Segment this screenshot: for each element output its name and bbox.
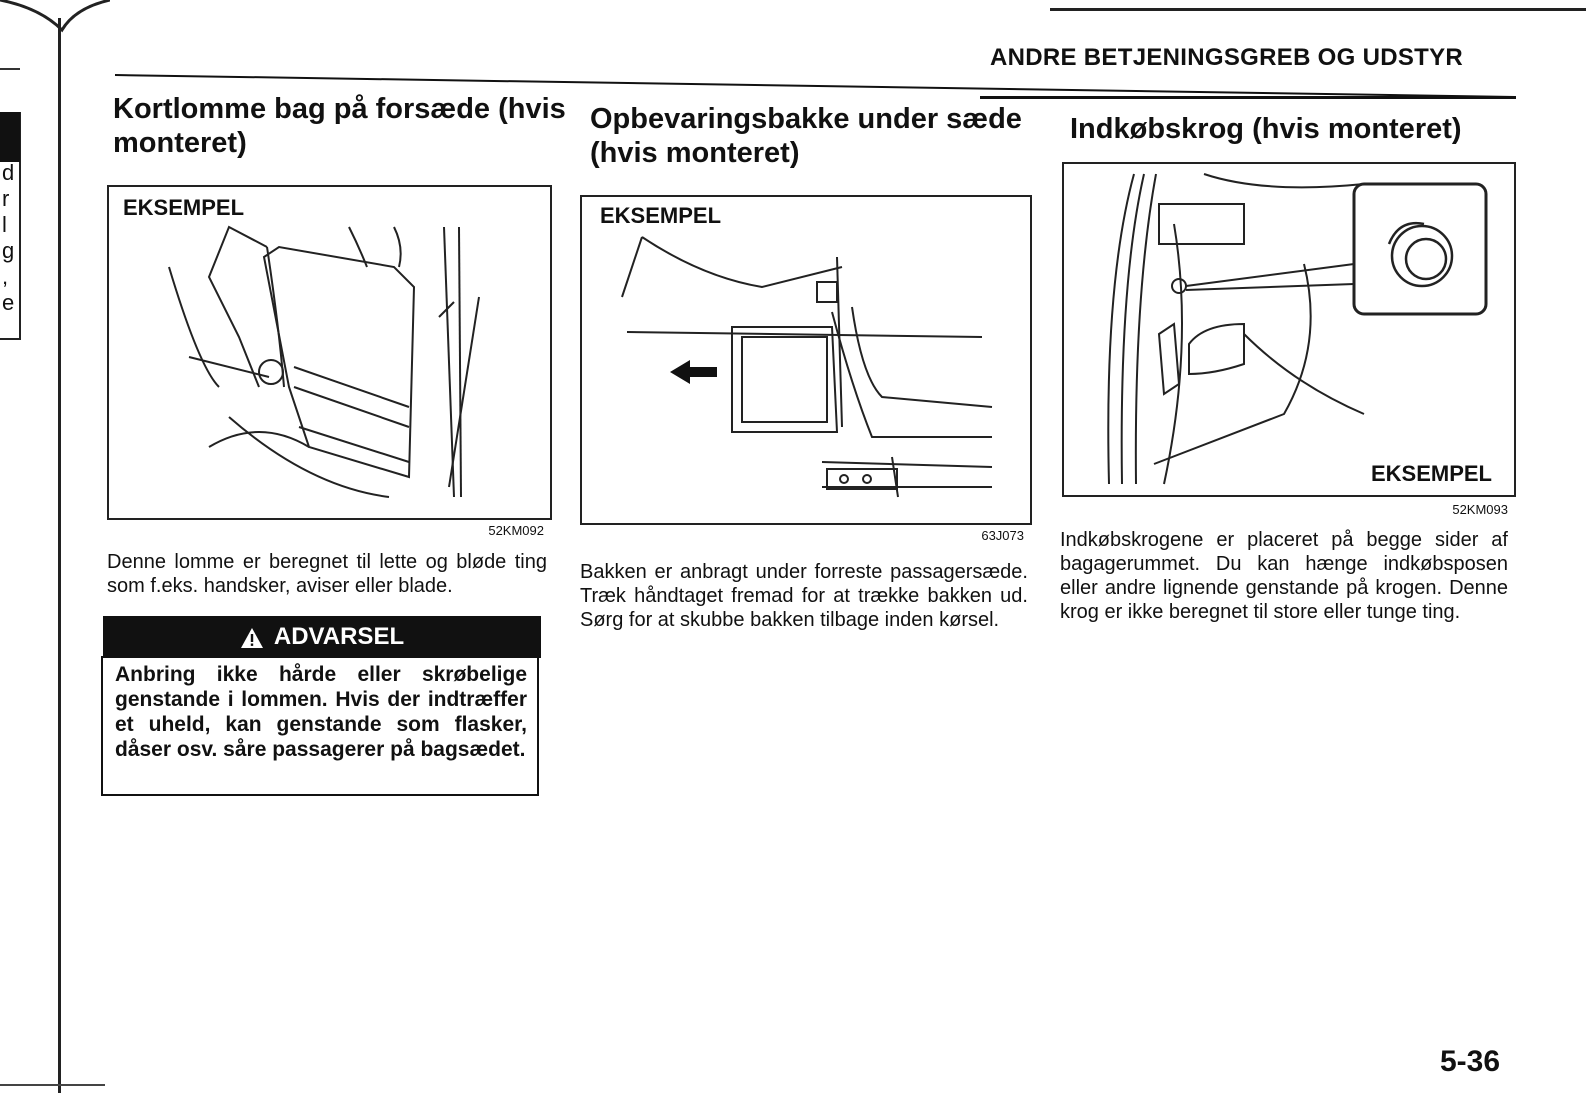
left-margin-dash [0, 68, 20, 70]
left-letter: l [2, 212, 7, 237]
left-letter: , [2, 264, 9, 289]
header-rule-right [980, 96, 1516, 99]
figure-seat-back-pocket [107, 185, 552, 538]
left-letter: g [2, 238, 15, 263]
binding-curve [0, 0, 110, 40]
storage-tray-illustration [582, 197, 1030, 523]
page-number: 5-36 [1440, 1045, 1501, 1078]
figure-code: 52KM093 [1452, 502, 1508, 517]
figure-shopping-hook [1062, 162, 1516, 517]
warning-heading [103, 616, 541, 658]
column-1-title: Kortlomme bag på forsæde (hvis monteret) [113, 93, 566, 159]
binding-foot-line [0, 1084, 105, 1086]
figure-label: EKSEMPEL [600, 203, 722, 228]
warning-triangle-icon [240, 623, 264, 651]
binding-spine [58, 18, 61, 1093]
column-2-text: Bakken er anbragt under forreste passagersæde. Træk håndtaget fremad for at trække bakken ud. Sørg for at skubbe bakken tilbage inden kørsel. [580, 561, 1028, 631]
left-tab-letters [2, 160, 18, 316]
warning-heading-text: ADVARSEL [273, 623, 405, 650]
seat-back-pocket-illustration [109, 187, 550, 518]
figure-code: 63J073 [981, 528, 1024, 543]
column-3-title: Indkøbskrog (hvis monteret) [1070, 113, 1462, 145]
left-letter: e [2, 290, 15, 315]
section-title: ANDRE BETJENINGSGREB OG UDSTYR [990, 44, 1464, 71]
left-letter: d [2, 160, 15, 185]
top-edge-line [1050, 8, 1586, 11]
warning-text: Anbring ikke hårde eller skrøbelige genstande i lommen. Hvis der indtræffer et uheld, kan genstande som flasker, dåser osv. såre passagerer på bagsædet. [101, 656, 539, 796]
figure-label: EKSEMPEL [123, 195, 245, 220]
left-tab-marker [0, 112, 20, 162]
left-letter: r [2, 186, 10, 211]
figure-storage-tray [580, 195, 1032, 543]
column-3-text: Indkøbskrogene er placeret på begge sider af bagagerummet. Du kan hænge indkøbsposen eller andre lignende genstande på krogen. Denne krog er ikke beregnet til store eller tunge ting. [1060, 529, 1508, 623]
figure-code: 52KM092 [488, 523, 544, 538]
column-2-title: Opbevaringsbakke under sæde (hvis monteret) [590, 103, 1022, 169]
column-1-text: Denne lomme er beregnet til lette og bløde ting som f.eks. handsker, aviser eller blade. [107, 551, 547, 597]
figure-label: EKSEMPEL [1370, 461, 1492, 486]
shopping-hook-illustration [1064, 164, 1514, 495]
